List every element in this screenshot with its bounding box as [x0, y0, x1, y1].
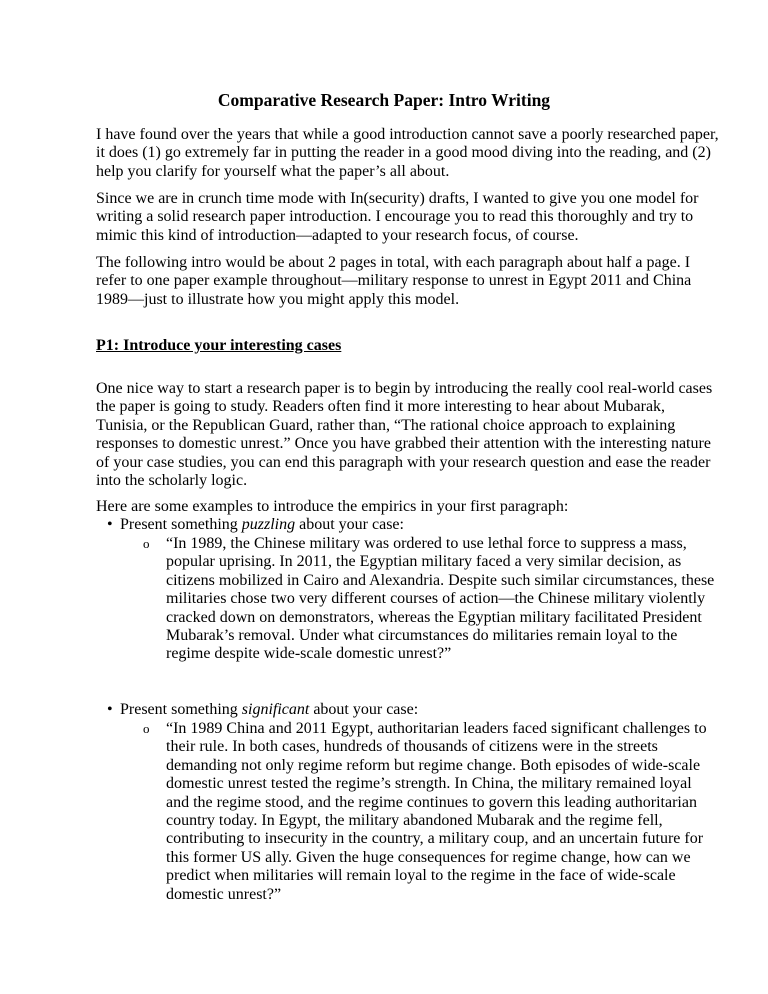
text-line: regime despite wide-scale domestic unrest?” [166, 645, 452, 663]
section-heading: P1: Introduce your interesting cases [96, 337, 342, 354]
sub-bullet-icon: o [143, 536, 150, 551]
text-line: Since we are in crunch time mode with In(security) drafts, I wanted to give you one model for [96, 190, 699, 207]
text-line: this former US ally. Given the huge consequences for regime change, how can we [166, 848, 691, 866]
text-line: contributing to insecurity in the country, a military coup, and an uncertain future for [166, 830, 704, 848]
text-line: their rule. In both cases, hundreds of thousands of citizens were in the streets [166, 738, 658, 756]
text-line: popular uprising. In 2011, the Egyptian military faced a very similar decision, as [166, 553, 682, 571]
sub-bullet-quote-puzzling [166, 535, 714, 664]
bullet-item-significant [120, 701, 418, 719]
text-line: The following intro would be about 2 pages in total, with each paragraph about half a page. I [96, 254, 691, 271]
text-line: militaries chose two very different courses of action—the Chinese military violently [166, 590, 706, 608]
bullet-emphasis: significant [241, 701, 310, 718]
bullet-text: about your case: [309, 701, 419, 718]
text-line: One nice way to start a research paper is to begin by introducing the really cool real-world cases [96, 380, 713, 397]
p1-paragraph [96, 380, 712, 490]
intro-paragraph-1 [96, 126, 719, 181]
text-line: mimic this kind of introduction—adapted to your research focus, of course. [96, 226, 579, 244]
text-line: “In 1989, the Chinese military was ordered to use lethal force to suppress a mass, [166, 535, 687, 552]
text-line: Tunisia, or the Republican Guard, rather than, “The rational choice approach to explaining [96, 416, 676, 434]
text-line: domestic unrest tested the regime’s strength. In China, the military remained loyal [166, 775, 692, 793]
sub-bullet-icon: o [143, 721, 150, 736]
text-line: refer to one paper example throughout—military response to unrest in Egypt 2011 and China [96, 272, 692, 290]
bullet-text: about your case: [295, 516, 404, 533]
text-line: “In 1989 China and 2011 Egypt, authoritarian leaders faced significant challenges to [166, 720, 707, 737]
text-line: Mubarak’s removal. Under what circumstances do militaries remain loyal to the [166, 627, 678, 645]
text-line: it does (1) go extremely far in putting the reader in a good mood diving into the reading, and (2) [96, 144, 711, 162]
text-line: country today. In Egypt, the military abandoned Mubarak and the regime fell, [166, 812, 663, 830]
bullet-emphasis: puzzling [241, 516, 296, 533]
sub-bullet-quote-significant [166, 720, 707, 904]
text-line: cracked down on demonstrators, whereas the Egyptian military facilitated President [166, 608, 702, 626]
text-line: demanding not only regime reform but regime change. Both episodes of wide-scale [166, 756, 701, 774]
intro-paragraph-3 [96, 254, 691, 309]
text-line: help you clarify for yourself what the paper’s all about. [96, 162, 450, 180]
examples-intro: Here are some examples to introduce the empirics in your first paragraph: [96, 498, 569, 515]
text-line: the paper is going to study. Readers often find it more interesting to hear about Mubarak, [96, 398, 666, 416]
bullet-text: Present something [120, 516, 242, 533]
text-line: into the scholarly logic. [96, 472, 248, 490]
text-line: I have found over the years that while a good introduction cannot save a poorly researched paper, [96, 126, 719, 143]
bullet-icon: • [107, 516, 113, 533]
bullet-item-puzzling [120, 516, 404, 534]
bullet-icon: • [107, 701, 113, 718]
document-title: Comparative Research Paper: Intro Writing [217, 90, 551, 110]
text-line: and the regime stood, and the regime continues to govern this leading authoritarian [166, 793, 697, 811]
text-line: responses to domestic unrest.” Once you have grabbed their attention with the interesting nature [96, 435, 711, 453]
bullet-text: Present something [120, 701, 242, 718]
text-line: 1989—just to illustrate how you might apply this model. [96, 290, 460, 308]
intro-paragraph-2 [96, 190, 698, 245]
text-line: of your case studies, you can end this paragraph with your research question and ease the reader [96, 453, 711, 471]
text-line: writing a solid research paper introduction. I encourage you to read this thoroughly and try to [96, 208, 694, 226]
text-line: citizens mobilized in Cairo and Alexandria. Despite such similar circumstances, these [166, 571, 715, 589]
text-line: predict when militaries will remain loyal to the regime in the face of wide-scale [166, 867, 676, 885]
text-line: domestic unrest?” [166, 885, 282, 903]
